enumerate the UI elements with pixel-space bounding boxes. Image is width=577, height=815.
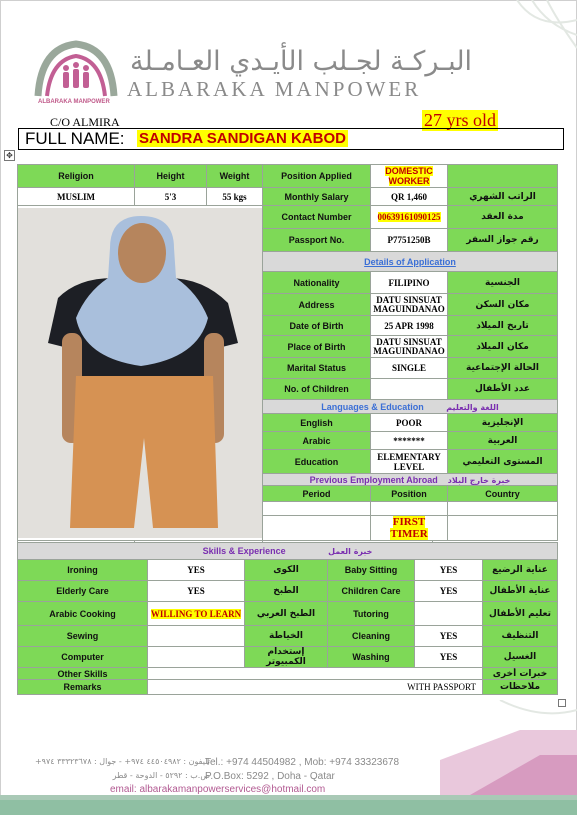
skill-ar: عناية الأطفال bbox=[483, 581, 558, 602]
religion-value: MUSLIM bbox=[18, 188, 135, 206]
languages-title-ar: اللغة والتعليم bbox=[446, 402, 499, 412]
skill-label: Baby Sitting bbox=[328, 560, 415, 581]
lang-row-ar: العربية bbox=[448, 432, 558, 450]
care-of: C/O ALMIRA bbox=[50, 115, 120, 129]
table-move-handle-icon[interactable]: ✥ bbox=[4, 150, 15, 161]
skill-ar: تعليم الأطفال bbox=[483, 602, 558, 626]
app-row-label: No. of Children bbox=[263, 379, 371, 400]
height-value: 5'3 bbox=[135, 188, 207, 206]
app-row-label: Marital Status bbox=[263, 358, 371, 379]
applicant-photo bbox=[18, 208, 263, 538]
lang-row-ar: المستوى التعليمي bbox=[448, 450, 558, 474]
contact-label-ar: مدة العقد bbox=[448, 206, 558, 229]
skill-label: Tutoring bbox=[328, 602, 415, 626]
lang-row-label: Education bbox=[263, 450, 371, 474]
height-label: Height bbox=[135, 165, 207, 188]
footer-pobox: P.O.Box: 5292 , Doha - Qatar bbox=[205, 771, 335, 782]
footer-pobox-ar: ص.ب : ٥٢٩٢ - الدوحة - قطر bbox=[112, 771, 210, 780]
weight-label: Weight bbox=[207, 165, 263, 188]
remarks-ar: ملاحظات bbox=[483, 680, 558, 695]
skill-value bbox=[415, 602, 483, 626]
skill-ar: إستخدام الكمبيوتر bbox=[245, 647, 328, 668]
app-row-label: Nationality bbox=[263, 272, 371, 294]
footer-phone-ar: تليفون : ٤٤٥٠٤٩٨٢ ٩٧٤+ - جوال : ٣٣٣٢٣٦٧٨ ٩٧٤+ bbox=[34, 757, 210, 766]
col-position: Position bbox=[371, 486, 448, 502]
religion-label: Religion bbox=[18, 165, 135, 188]
footer-phone: Tel.: +974 44504982 , Mob: +974 33323678 bbox=[205, 757, 400, 768]
skill-value: YES bbox=[415, 626, 483, 647]
skill-label: Sewing bbox=[18, 626, 148, 647]
app-row-value: FILIPINO bbox=[371, 272, 448, 294]
salary-label: Monthly Salary bbox=[263, 188, 371, 206]
passport-label: Passport No. bbox=[263, 229, 371, 252]
position-label: Position Applied bbox=[263, 165, 371, 188]
app-row-label: Place of Birth bbox=[263, 336, 371, 358]
employment-cell bbox=[371, 502, 448, 516]
skills-title-ar: خبرة العمل bbox=[328, 547, 373, 556]
skill-ar: الكوى bbox=[245, 560, 328, 581]
app-row-ar: تاريخ الميلاد bbox=[448, 316, 558, 336]
app-row-ar: مكان السكن bbox=[448, 294, 558, 316]
skill-value: YES bbox=[415, 647, 483, 668]
skill-label: Elderly Care bbox=[18, 581, 148, 602]
skill-ar: التنظيف bbox=[483, 626, 558, 647]
app-row-label: Date of Birth bbox=[263, 316, 371, 336]
full-name-value: SANDRA SANDIGAN KABOD bbox=[139, 130, 346, 147]
skills-title: Skills & Experience bbox=[202, 546, 286, 556]
employment-cell bbox=[263, 516, 371, 541]
remarks-value: WITH PASSPORT bbox=[148, 680, 483, 695]
app-row-ar: الجنسية bbox=[448, 272, 558, 294]
footer-email[interactable]: email: albarakamanpowerservices@hotmail.com bbox=[110, 784, 326, 795]
skill-label: Children Care bbox=[328, 581, 415, 602]
app-row-value bbox=[371, 379, 448, 400]
skill-value bbox=[148, 647, 245, 668]
skill-value: YES bbox=[415, 560, 483, 581]
passport-value: P7751250B bbox=[371, 229, 448, 252]
skill-label: Cleaning bbox=[328, 626, 415, 647]
app-row-label: Address bbox=[263, 294, 371, 316]
lang-row-label: Arabic bbox=[263, 432, 371, 450]
app-row-value: DATU SINSUAT MAGUINDANAO bbox=[371, 336, 448, 358]
skill-ar: الخياطة bbox=[245, 626, 328, 647]
col-country: Country bbox=[448, 486, 558, 502]
remarks-label: Remarks bbox=[18, 680, 148, 695]
skills-table bbox=[17, 542, 558, 695]
app-row-value: SINGLE bbox=[371, 358, 448, 379]
app-row-value: 25 APR 1998 bbox=[371, 316, 448, 336]
languages-title: Languages & Education bbox=[321, 401, 424, 412]
logo-caption: ALBARAKA MANPOWER bbox=[38, 99, 110, 105]
app-row-value: DATU SINSUAT MAGUINDANAO bbox=[371, 294, 448, 316]
other-skills-value bbox=[148, 668, 483, 680]
skill-ar: الغسيل bbox=[483, 647, 558, 668]
skill-label: Computer bbox=[18, 647, 148, 668]
skill-ar: الطبخ العربي bbox=[245, 602, 328, 626]
photo-cell bbox=[18, 206, 263, 541]
skill-label: Arabic Cooking bbox=[18, 602, 148, 626]
corner-decoration bbox=[477, 0, 577, 60]
skill-ar: الطبخ bbox=[245, 581, 328, 602]
application-title: Details of Application bbox=[364, 256, 456, 267]
employment-title: Previous Employment Abroad bbox=[309, 474, 438, 485]
skill-value bbox=[148, 626, 245, 647]
skill-value: YES bbox=[415, 581, 483, 602]
passport-label-ar: رقم جواز السفر bbox=[448, 229, 558, 252]
age-badge: 27 yrs old bbox=[424, 110, 496, 130]
app-row-ar: الحالة الإجتماعية bbox=[448, 358, 558, 379]
other-skills-ar: خبرات أخرى bbox=[483, 668, 558, 680]
first-timer-note: FIRST TIMER bbox=[390, 516, 428, 540]
app-row-ar: مكان الميلاد bbox=[448, 336, 558, 358]
skill-ar: عناية الرضيع bbox=[483, 560, 558, 581]
full-name-box bbox=[18, 128, 564, 150]
salary-label-ar: الراتب الشهري bbox=[448, 188, 558, 206]
skill-value: YES bbox=[148, 560, 245, 581]
skill-label: Ironing bbox=[18, 560, 148, 581]
other-skills-label: Other Skills bbox=[18, 668, 148, 680]
applicant-table bbox=[17, 164, 558, 555]
lang-row-value: ******* bbox=[371, 432, 448, 450]
salary-value: QR 1,460 bbox=[371, 188, 448, 206]
weight-value: 55 kgs bbox=[207, 188, 263, 206]
lang-row-label: English bbox=[263, 414, 371, 432]
brand-english: ALBARAKA MANPOWER bbox=[127, 77, 422, 101]
lang-row-value: ELEMENTARY LEVEL bbox=[371, 450, 448, 474]
skill-value: WILLING TO LEARN bbox=[150, 608, 242, 619]
lang-row-ar: الإنجليزية bbox=[448, 414, 558, 432]
employment-title-ar: خبرة خارج البلاد bbox=[447, 475, 511, 485]
brand-arabic: البـركـة لجـلب الأيـدي العـامـلة bbox=[130, 46, 473, 77]
lang-row-value: POOR bbox=[371, 414, 448, 432]
position-value: DOMESTIC WORKER bbox=[385, 166, 433, 186]
position-blank bbox=[448, 165, 558, 188]
full-name-label: FULL NAME: bbox=[25, 129, 125, 148]
contact-value: 00639161090125 bbox=[377, 212, 441, 222]
col-period: Period bbox=[263, 486, 371, 502]
logo-icon bbox=[33, 38, 119, 100]
contact-label: Contact Number bbox=[263, 206, 371, 229]
app-row-ar: عدد الأطفال bbox=[448, 379, 558, 400]
employment-cell bbox=[448, 502, 558, 516]
skill-value: YES bbox=[148, 581, 245, 602]
skill-label: Washing bbox=[328, 647, 415, 668]
employment-cell bbox=[263, 502, 371, 516]
employment-cell bbox=[448, 516, 558, 541]
